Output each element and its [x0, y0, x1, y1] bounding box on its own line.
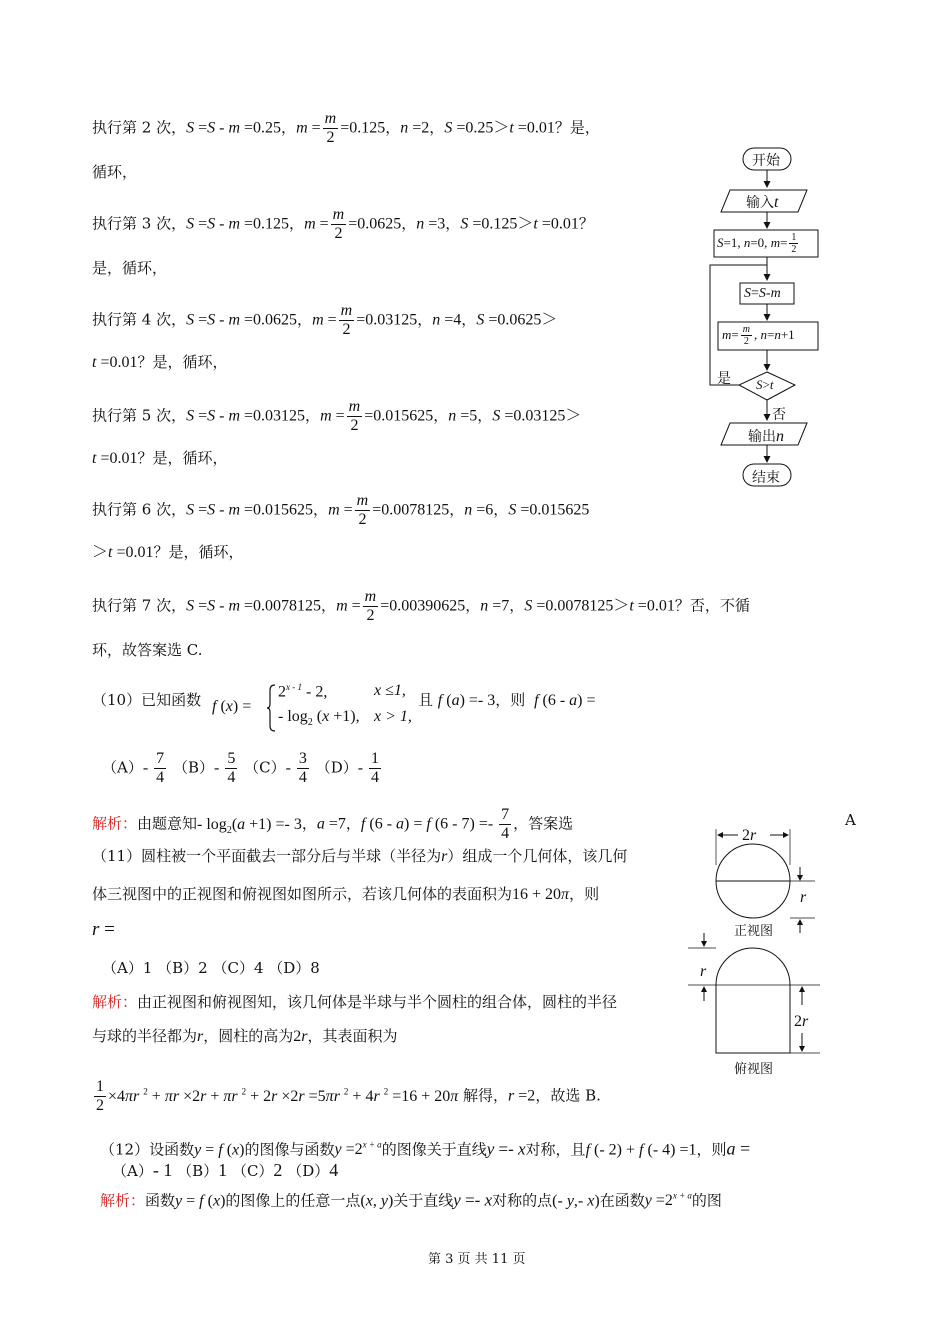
iteration-line-3: 执行第 3 次，S =S - m =0.125，m = $\frac{m}{2}$ =0.0625，n =3，S =0.125＞t =0.01？: [92, 206, 594, 242]
front-view-label: 正视图: [734, 924, 774, 939]
q11-solution-2: 与球的半径都为r，圆柱的高为2r，其表面积为: [92, 1027, 398, 1045]
iteration-line-4-cont: t =0.01？是，循环，: [92, 353, 228, 371]
top-view-label: 俯视图: [734, 1062, 774, 1077]
q12-stem: （12）设函数y = f (x)的图像与函数$y =2^{x + a}$的图像关于直线y =- x对称，且f (- 2) + f (- 4) =1，则a =: [100, 1138, 751, 1159]
flow-init-label: S=1, n=0, m= $\frac{1}{2}$: [717, 232, 797, 255]
iteration-line-3-cont: 是，循环，: [92, 259, 168, 277]
q10-answer: A: [845, 811, 856, 829]
q11-stem-1: （11）圆柱被一个平面截去一部分后与半球（半径为r）组成一个几何体，该几何: [92, 847, 628, 865]
q10-stem: （10）已知函数: [92, 691, 202, 709]
q10-solution: 解析：由题意知- $\log_2(a +1) =- 3$，a =7，f (6 - a) = f (6 - 7) =- $\frac{7}{4}$ ，答案选: [92, 806, 574, 842]
flow-end-label: 结束: [752, 470, 780, 486]
q12-solution: 解析：函数y = f (x)的图像上的任意一点(x, y)关于直线y =- x对称的点(- y,- x)在函数$y =2^{x + a}$的图: [100, 1190, 722, 1210]
q10-options: （A）- $\frac{7}{4}$ （B）- $\frac{5}{4}$ （C）- $\frac{3}{4}$ （D）- $\frac{1}{4}$: [102, 750, 380, 786]
q11-stem-3: r =: [92, 919, 115, 940]
flow-step2-label: m= $\frac{m}{2}$ , n=n+1: [722, 324, 795, 347]
flow-input-label: 输入t: [746, 194, 779, 211]
q11-solution-eq: $\frac{1}{2}$ ×4πr $^2$ + πr ×2r + πr $^2$ + 2r ×2r =5πr $^2$ + 4r $^2$ =16 + 20π 解得，r =2，故选 B.: [96, 1078, 601, 1114]
flow-yes-label: 是: [717, 371, 731, 387]
iteration-line-5-cont: t =0.01？是，循环，: [92, 449, 228, 467]
q11-stem-2: 体三视图中的正视图和俯视图如图所示，若该几何体的表面积为16 + 20π，则: [92, 885, 600, 903]
iteration-line-7-cont: 环，故答案选 C.: [92, 641, 203, 659]
q12-options: （A）- 1 （B）1 （C）2 （D）4: [112, 1160, 339, 1180]
flow-start-label: 开始: [752, 153, 780, 169]
iteration-line-6-cont: ＞t =0.01？是，循环，: [92, 543, 244, 561]
iteration-line-6: 执行第 6 次，S =S - m =0.015625，m = $\frac{m}{2}$ =0.0078125，n =6，S =0.015625: [92, 492, 590, 528]
dim-2r-side: 2r: [794, 1013, 809, 1030]
dim-r-front: r: [800, 889, 807, 906]
page-footer: 第 3 页 共 11 页: [428, 1252, 526, 1267]
flow-no-label: 否: [772, 407, 786, 423]
q11-options: （A）1 （B）2 （C）4 （D）8: [102, 959, 320, 977]
iteration-line-5: 执行第 5 次，S =S - m =0.03125，m = $\frac{m}{2}$ =0.015625，n =5，S =0.03125＞: [92, 398, 582, 434]
flow-output-label: 输出n: [748, 428, 784, 445]
iteration-line-2-cont: 循环，: [92, 163, 138, 181]
three-view-figure: [680, 825, 840, 1080]
top-view-shape: [716, 948, 790, 1053]
iteration-line-4: 执行第 4 次，S =S - m =0.0625，m = $\frac{m}{2}$ =0.03125，n =4，S =0.0625＞: [92, 302, 558, 338]
dim-2r-top: 2r: [742, 827, 757, 844]
iteration-line-2: 执行第 2 次，S =S - m =0.25，m = $\frac{m}{2}$ =0.125，n =2，S =0.25＞t =0.01？是，: [92, 110, 600, 146]
q10-condition: 且 f (a) =- 3，则 f (6 - a) =: [418, 691, 596, 709]
brace-icon: [266, 684, 276, 732]
dim-r-top: r: [700, 963, 707, 980]
flow-decision-label: S>t: [756, 377, 774, 392]
q11-solution-1: 解析：由正视图和俯视图知，该几何体是半球与半个圆柱的组合体，圆柱的半径: [92, 993, 618, 1011]
flow-step1-label: S=S-m: [744, 286, 781, 301]
iteration-line-7: 执行第 7 次，S =S - m =0.0078125，m = $\frac{m}{2}$ =0.00390625，n =7，S =0.0078125＞t =0.01？否，不循: [92, 588, 750, 624]
